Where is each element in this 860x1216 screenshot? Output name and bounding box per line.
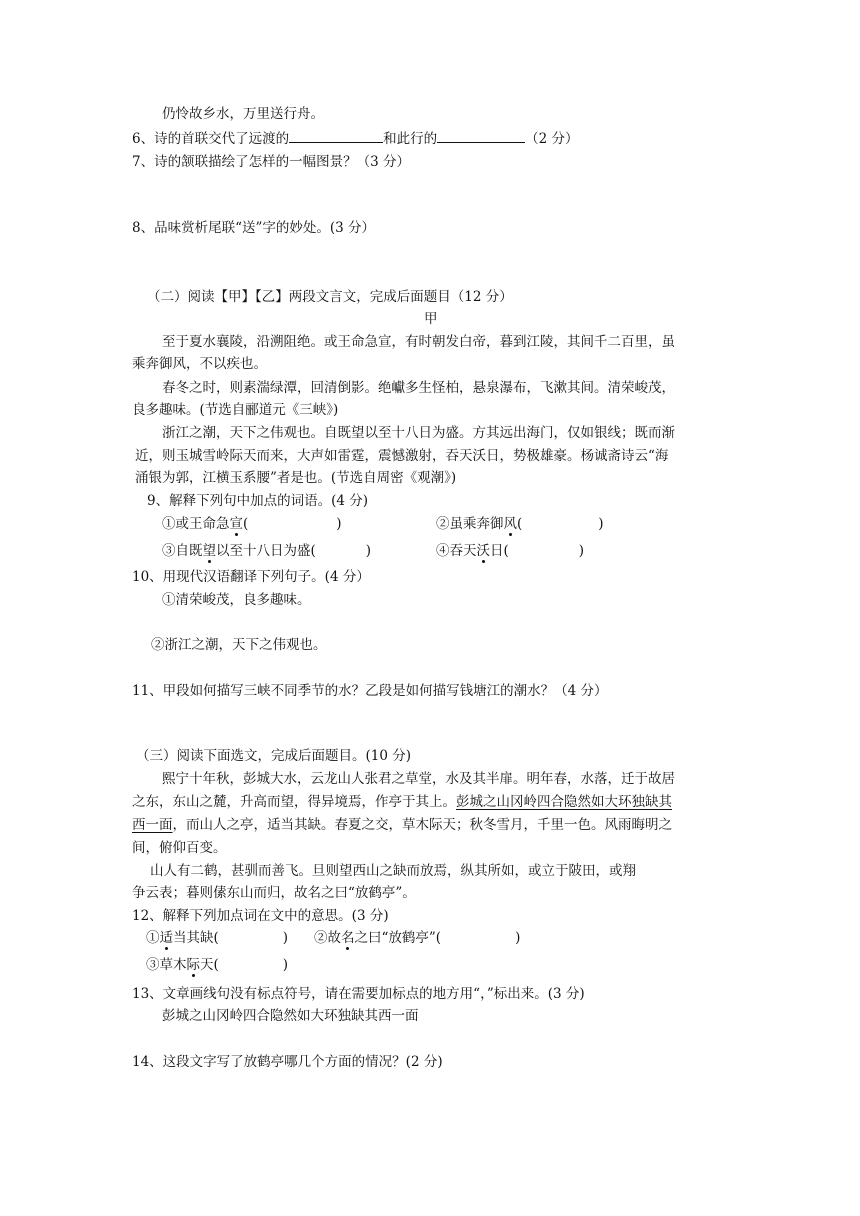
question-14: 14、这段文字写了放鹤亭哪几个方面的情况？(2 分) [132,1054,443,1070]
q10-item-2: ②浙江之潮，天下之伟观也。 [151,637,327,653]
question-13: 13、文章画线句没有标点符号，请在需要加标点的地方用“，”标出来。(3 分) [132,986,585,1002]
q9-4-dotted: 沃 [476,543,490,559]
section-2-heading: （二）阅读【甲】【乙】两段文言文，完成后面题目（12 分） [147,289,513,305]
q12-1-dotted: 适 [159,930,173,946]
sec3-p1-line1: 熙宁十年秋，彭城大水，云龙山人张君之草堂，水及其半扉。明年春，水落，迁于故居 [162,771,675,787]
q9-1-paren: ( [243,516,249,532]
q9-4-text: ④吞天 [436,543,477,559]
q9-item-3 [162,541,371,561]
question-11: 11、甲段如何描写三峡不同季节的水？乙段是如何描写钱塘江的潮水？（4 分） [132,683,608,699]
q6-text-a: 6、诗的首联交代了远渡的 [132,131,290,147]
sec2-p1-line1: 至于夏水襄陵，沿溯阻绝。或王命急宣，有时朝发白帝，暮到江陵，其间千二百里，虽 [162,334,675,350]
q9-2-dotted: 风 [503,516,517,532]
sec2-p2-line1: 春冬之时，则素湍绿潭，回清倒影。绝巘多生怪柏，悬泉瀑布，飞漱其间。清荣峻茂， [162,380,675,396]
q12-3-text: ③草木 [146,957,187,973]
q9-2-text: ②虽乘奔御 [436,516,504,532]
q9-2-close: ) [598,516,604,532]
sec2-p2-line2: 良多趣味。(节选自郦道元《三峡》) [132,402,339,418]
q6-blank-2 [437,128,525,143]
underlined-sentence-part1: 彭城之山冈岭四合隐然如大环独缺其 [456,794,672,810]
q9-3-close: ) [365,543,372,559]
q9-1-text: ①或王命急 [162,516,230,532]
question-10: 10、用现代汉语翻译下列句子。(4 分） [132,569,370,585]
q12-3-close: ) [282,957,289,973]
q6-text-b: 和此行的 [383,131,438,147]
sec2-p3-line1: 浙江之潮，天下之伟观也。自既望以至十八日为盛。方其远出海门，仅如银线；既而渐 [162,425,675,441]
q12-item-3 [146,955,288,975]
q9-3-paren: 以至十八日为盛( [216,543,316,559]
q12-item-2 [314,928,520,948]
question-9: 9、解释下列句中加点的词语。(4 分) [147,493,369,509]
sec3-p1-line2 [132,792,672,812]
poem-line: 仍怜故乡水，万里送行舟。 [162,106,324,122]
q13-sentence: 彭城之山冈岭四合隐然如大环独缺其西一面 [162,1008,419,1024]
question-8: 8、品味赏析尾联“送”字的妙处。(3 分） [132,220,376,236]
underlined-sentence-part2: 西一面 [132,817,173,833]
sec3-p1-line3-text: ，而山人之亭，适当其缺。春夏之交，草木际天；秋冬雪月，千里一色。风雨晦明之 [172,817,672,833]
q12-1-num: ① [146,930,160,946]
sec3-p1-line2-text: 之东，东山之麓，升高而望，得异境焉，作亭于其上。 [132,794,456,810]
q9-4-close: ) [578,543,585,559]
sec2-p3-line3: 涌银为郭，江横玉系腰”者是也。(节选自周密《观潮》) [135,470,457,486]
sec2-p1-line2: 乘奔御风，不以疾也。 [132,356,267,372]
q9-1-close: ) [336,516,342,532]
q9-item-1 [162,514,342,534]
q12-2-text-b: 之曰“放鹤亭”( [354,930,442,946]
sec3-p1-line3 [132,815,672,835]
q12-1-close: ) [282,930,289,946]
sec3-p2-line2: 争云表；暮则傃东山而归，故名之曰“放鹤亭”。 [132,885,416,901]
q9-4-paren: 日( [490,543,509,559]
sec2-p3-line2: 近，则玉城雪岭际天而来，大声如雷霆，震憾激射，吞天沃日，势极雄豪。杨诚斋诗云“海 [135,448,669,464]
section-3-heading: （三）阅读下面选文，完成后面题目。(10 分) [136,748,412,764]
q9-3-dotted: 望 [202,543,216,559]
question-7: 7、诗的颔联描绘了怎样的一幅图景？（3 分） [132,154,410,170]
question-12: 12、解释下列加点词在文中的意思。(3 分) [132,908,389,924]
q9-item-2 [436,514,604,534]
q12-2-close: ) [515,930,521,946]
q12-item-1 [146,928,288,948]
q9-3-text: ③自既 [162,543,203,559]
question-6 [132,128,578,149]
q9-1-dotted: 宣 [229,516,243,532]
q6-text-c: （2 分） [525,131,579,147]
q12-2-dotted: 名 [341,930,355,946]
q12-1-text: 当其缺( [173,930,219,946]
jia-label: 甲 [424,311,438,327]
sec3-p2-line1: 山人有二鹤，甚驯而善飞。旦则望西山之缺而放焉，纵其所如，或立于陂田，或翔 [150,863,636,879]
q6-blank-1 [289,128,383,143]
q10-item-1: ①清荣峻茂，良多趣味。 [162,592,311,608]
q12-3-paren: 天( [200,957,219,973]
q12-2-text-a: ②故 [314,930,341,946]
q9-item-4 [436,541,584,561]
q9-2-paren: ( [517,516,523,532]
q12-3-dotted: 际 [186,957,200,973]
sec3-p1-line4: 间，俯仰百变。 [132,840,227,856]
